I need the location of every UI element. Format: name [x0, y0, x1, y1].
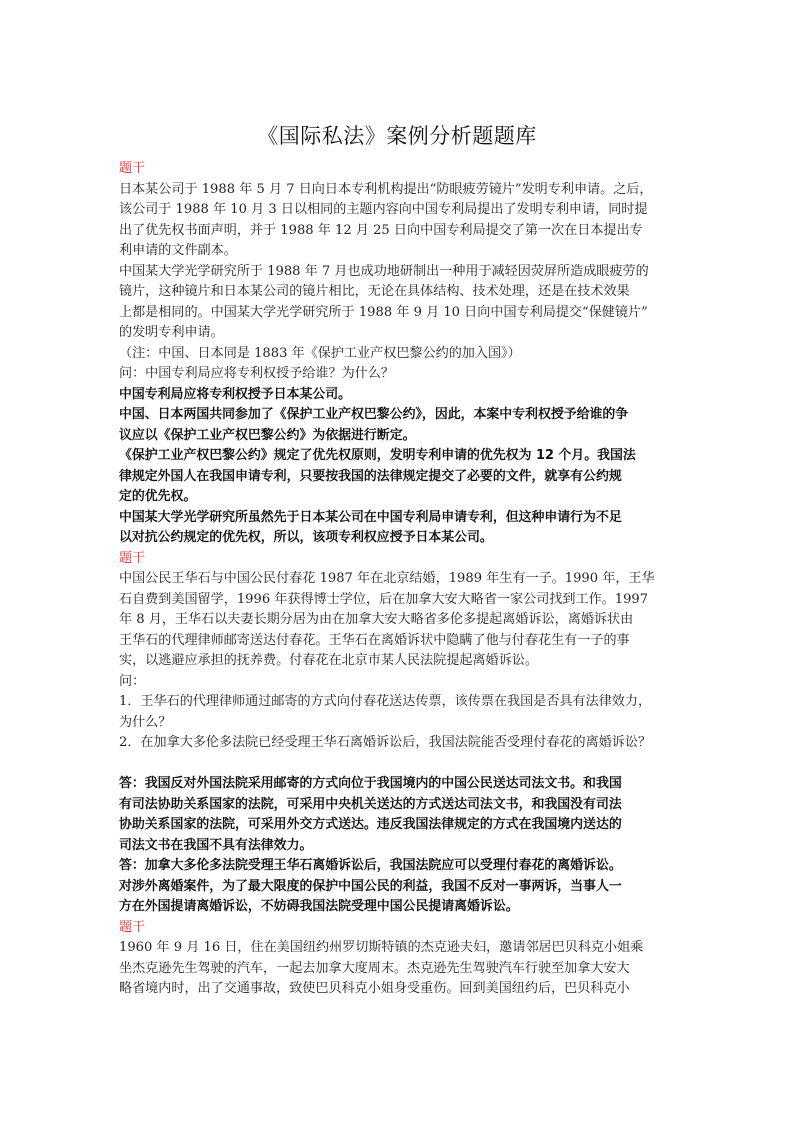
text-line: 坐杰克逊先生驾驶的汽车，一起去加拿大度周末。杰克逊先生驾驶汽车行驶至加拿大安大 — [119, 960, 630, 976]
text-line: 王华石的代理律师邮寄送达付春花。王华石在离婚诉状中隐瞒了他与付春花生有一子的事 — [119, 632, 630, 648]
text-line: 中国公民王华石与中国公民付春花 1987 年在北京结婚，1989 年生有一子。1990 年，王华 — [119, 571, 655, 586]
question-line: 问： — [119, 673, 146, 689]
text-line: 年 8 月，王华石以夫妻长期分居为由在加拿大安大略省多伦多提起离婚诉讼，离婚诉状由 — [119, 612, 634, 627]
answer-line: 定的优先权。 — [119, 489, 197, 504]
text-line: 利申请的文件副本。 — [119, 243, 237, 258]
text-line: 中国某大学光学研究所于 1988 年 7 月也成功地研制出一种用于减轻因荧屏所造成眼疲劳的 — [119, 263, 649, 279]
text-line: 实，以逃避应承担的抚养费。付春花在北京市某人民法院提起离婚诉讼。 — [119, 653, 538, 668]
text-line: 的发明专利申请。 — [119, 325, 224, 340]
blank-line — [119, 754, 685, 775]
answer-line: 议应以《保护工业产权巴黎公约》为依据进行断定。 — [119, 427, 416, 443]
text-line: 镜片，这种镜片和日本某公司的镜片相比，无论在具体结构、技术处理，还是在技术效果 — [119, 284, 630, 299]
text-line: 出了优先权书面声明，并于 1988 年 12 月 25 日向中国专利局提交了第一次在日本提出专 — [119, 222, 643, 238]
text-line: 1960 年 9 月 16 日，住在美国纽约州罗切斯特镇的杰克逊夫妇，邀请邻居巴贝科克小姐乘 — [119, 940, 644, 955]
text-line: 日本某公司于 1988 年 5 月 7 日向日本专利机构提出“防眼疲劳镜片”发明专利申请。之后， — [119, 181, 653, 197]
text-line: 上都是相同的。中国某大学光学研究所于 1988 年 9 月 10 日向中国专利局提交“保健镜片” — [119, 304, 648, 320]
answer-line: 以对抗公约规定的优先权，所以，该项专利权应授予日本某公司。 — [119, 530, 493, 545]
question-line: 问：中国专利局应将专利权授予给谁？为什么？ — [119, 366, 394, 381]
answer-line: 对涉外离婚案件，为了最大限度的保护中国公民的利益，我国不反对一事两诉，当事人一 — [119, 878, 622, 894]
answer-line: 中国、日本两国共同参加了《保护工业产权巴黎公约》，因此，本案中专利权授予给谁的争 — [119, 407, 629, 422]
document-title: 《国际私法》案例分析题题库 — [257, 124, 537, 148]
text-line: 略省境内时，出了交通事故，致使巴贝科克小姐身受重伤。回到美国纽约后，巴贝科克小 — [119, 981, 630, 996]
answer-line: 答：加拿大多伦多法院受理王华石离婚诉讼后，我国法院应可以受理付春花的离婚诉讼。 — [119, 858, 622, 873]
answer-line: 答：我国反对外国法院采用邮寄的方式向位于我国境内的中国公民送达司法文书。和我国 — [119, 776, 622, 791]
answer-line: 司法文书在我国不具有法律效力。 — [119, 837, 313, 853]
text-line: 石自费到美国留学，1996 年获得博士学位，后在加拿大安大略省一家公司找到工作。1997 — [119, 591, 649, 607]
answer-line: 方在外国提请离婚诉讼，不妨碍我国法院受理中国公民提请离婚诉讼。 — [119, 899, 519, 914]
answer-line: 中国专利局应将专利权授予日本某公司。 — [119, 386, 352, 402]
answer-line: 律规定外国人在我国申请专利，只要按我国的法律规定提交了必要的文件，就享有公约规 — [119, 468, 622, 484]
answer-line: 有司法协助关系国家的法院，可采用中央机关送达的方式送达司法文书，和我国没有司法 — [119, 796, 622, 812]
case-label: 题干 — [119, 550, 146, 566]
note-line: （注：中国、日本同是 1883 年《保护工业产权巴黎公约的加入国》） — [119, 345, 521, 361]
case-label: 题干 — [119, 919, 146, 935]
answer-line: 《保护工业产权巴黎公约》规定了优先权原则，发明专利申请的优先权为 12 个月。我国法 — [119, 448, 636, 463]
question-line: 为什么？ — [119, 714, 172, 730]
text-line: 该公司于 1988 年 10 月 3 日以相同的主题内容向中国专利局提出了发明专利申请，同时提 — [119, 202, 648, 217]
answer-line: 中国某大学光学研究所虽然先于日本某公司在中国专利局申请专利，但这种申请行为不足 — [119, 509, 622, 525]
document-body — [119, 159, 685, 1000]
answer-line: 协助关系国家的法院，可采用外交方式送达。违反我国法律规定的方式在我国境内送达的 — [119, 817, 622, 832]
case-label: 题干 — [119, 161, 146, 176]
question-line: 1．王华石的代理律师通过邮寄的方式向付春花送达传票，该传票在我国是否具有法律效力， — [119, 694, 652, 709]
question-line: 2．在加拿大多伦多法院已经受理王华石离婚诉讼后，我国法院能否受理付春花的离婚诉讼？ — [119, 735, 652, 750]
